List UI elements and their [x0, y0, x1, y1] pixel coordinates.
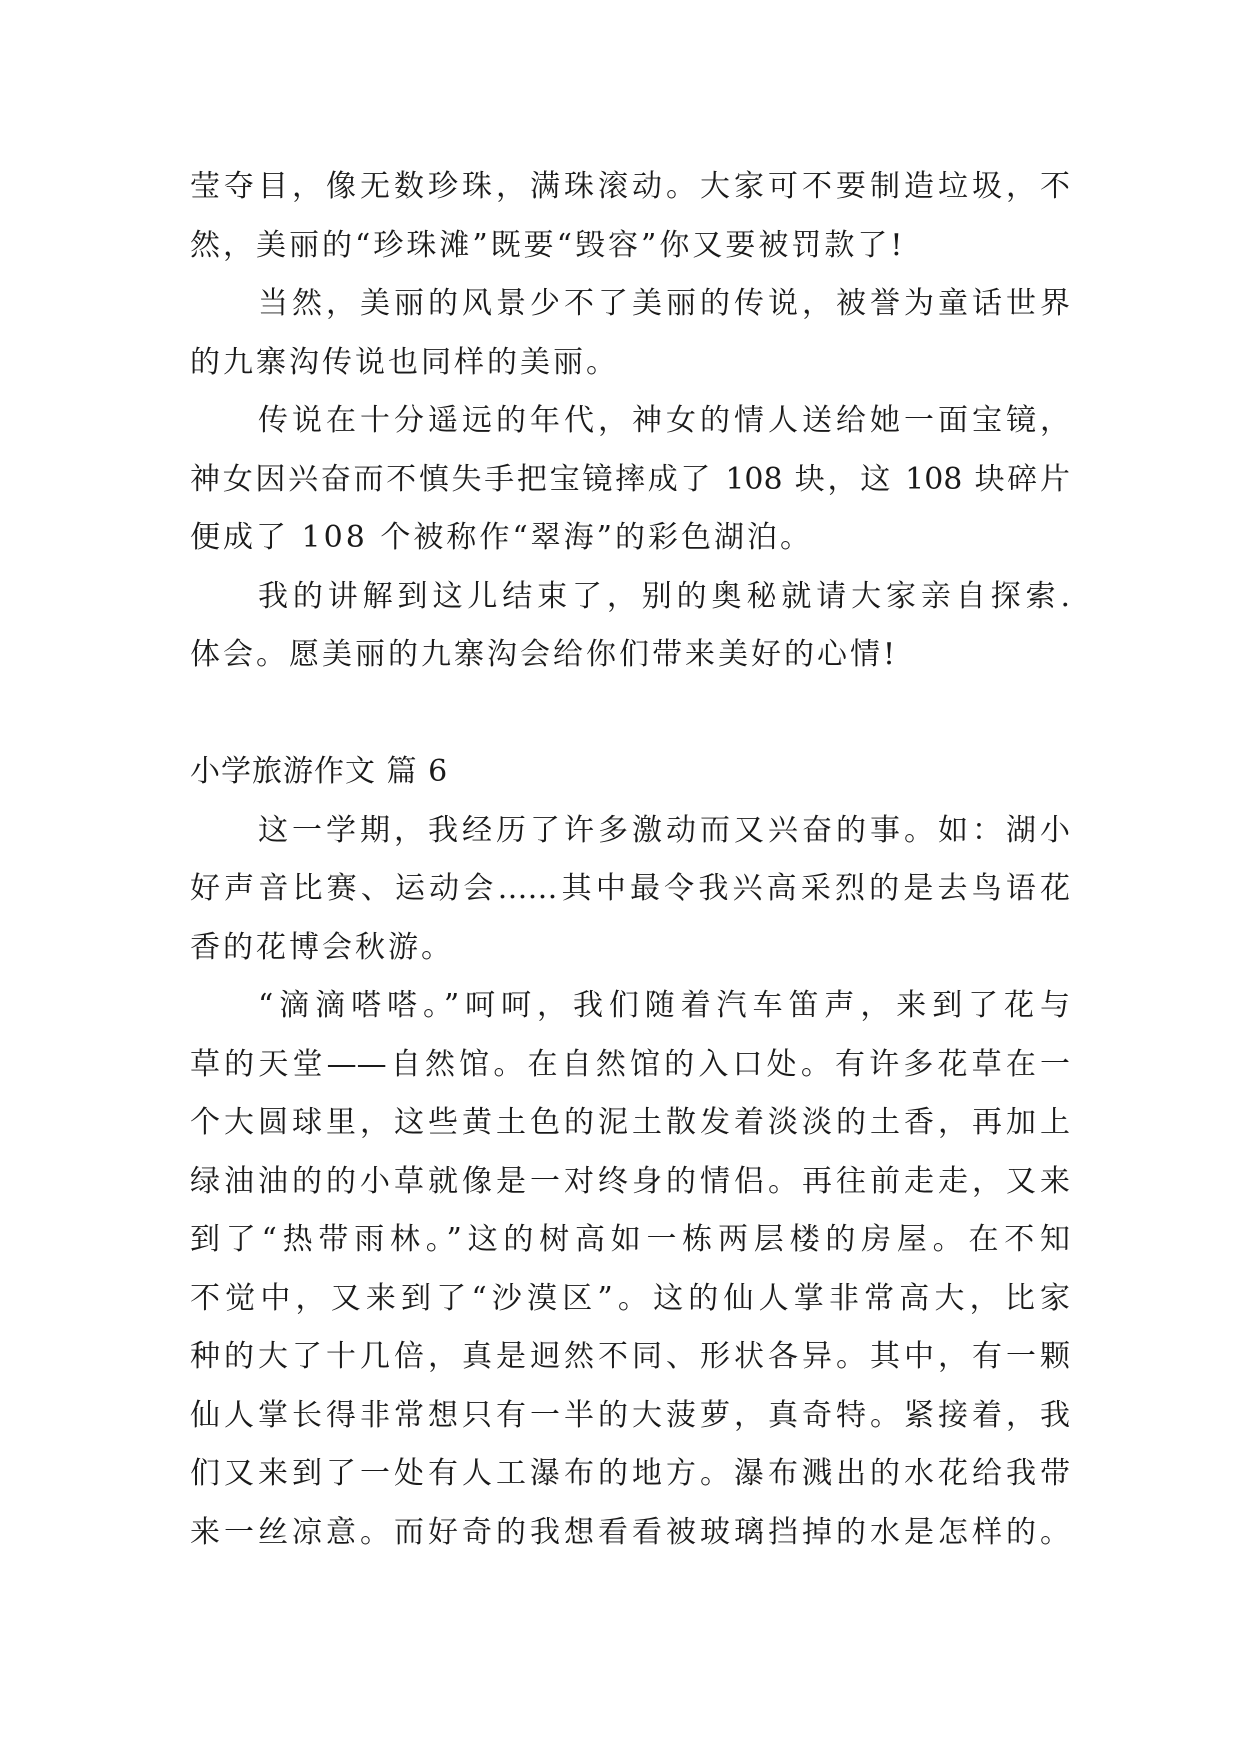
text-line: 们又来到了一处有人工瀑布的地方。瀑布溅出的水花给我带 — [190, 1456, 1070, 1491]
text-line: 的九寨沟传说也同样的美丽。 — [190, 344, 619, 380]
text-line: 绿油油的的小草就像是一对终身的情侣。再往前走走，又来 — [190, 1163, 1070, 1199]
text-line: 便成了 108 个被称作“翠海”的彩色湖泊。 — [190, 520, 814, 555]
text-line: 神女因兴奋而不慎失手把宝镜摔成了 108 块，这 108 块碎片 — [190, 461, 1070, 497]
section-gap — [190, 685, 1070, 744]
paragraphs-after — [190, 802, 1070, 1563]
text-line: 到了“热带雨林。”这的树高如一栋两层楼的房屋。在不知 — [190, 1222, 1070, 1257]
text-line: 仙人掌长得非常想只有一半的大菠萝，真奇特。紧接着，我 — [190, 1397, 1070, 1433]
text-line: 好声音比赛、运动会……其中最令我兴高采烈的是去鸟语花 — [190, 871, 1070, 906]
text-line: 个大圆球里，这些黄土色的泥土散发着淡淡的土香，再加上 — [190, 1105, 1070, 1140]
text-line: “滴滴嗒嗒。”呵呵，我们随着汽车笛声，来到了花与 — [258, 988, 1070, 1023]
text-line: 香的花博会秋游。 — [190, 929, 454, 965]
text-line: 然，美丽的“珍珠滩”既要“毁容”你又要被罚款了! — [190, 227, 906, 263]
document-page — [190, 158, 1070, 1562]
text-line: 当然，美丽的风景少不了美丽的传说，被誉为童话世界 — [258, 286, 1070, 321]
text-line: 这一学期，我经历了许多激动而又兴奋的事。如：湖小 — [258, 812, 1070, 848]
paragraphs-before — [190, 158, 1070, 685]
text-line: 体会。愿美丽的九寨沟会给你们带来美好的心情! — [190, 637, 899, 672]
text-line: 来一丝凉意。而好奇的我想看看被玻璃挡掉的水是怎样的。 — [190, 1514, 1070, 1550]
text-line: 我的讲解到这儿结束了，别的奥秘就请大家亲自探索. — [258, 578, 1070, 614]
text-line: 种的大了十几倍，真是迥然不同、形状各异。其中，有一颗 — [190, 1339, 1070, 1374]
text-line: 草的天堂——自然馆。在自然馆的入口处。有许多花草在一 — [190, 1046, 1070, 1082]
text-line: 传说在十分遥远的年代，神女的情人送给她一面宝镜， — [258, 403, 1070, 438]
text-line: 莹夺目，像无数珍珠，满珠滚动。大家可不要制造垃圾，不 — [190, 169, 1070, 204]
text-line: 不觉中，又来到了“沙漠区”。这的仙人掌非常高大，比家 — [190, 1280, 1070, 1316]
section-title: 小学旅游作文 篇 6 — [190, 754, 449, 789]
